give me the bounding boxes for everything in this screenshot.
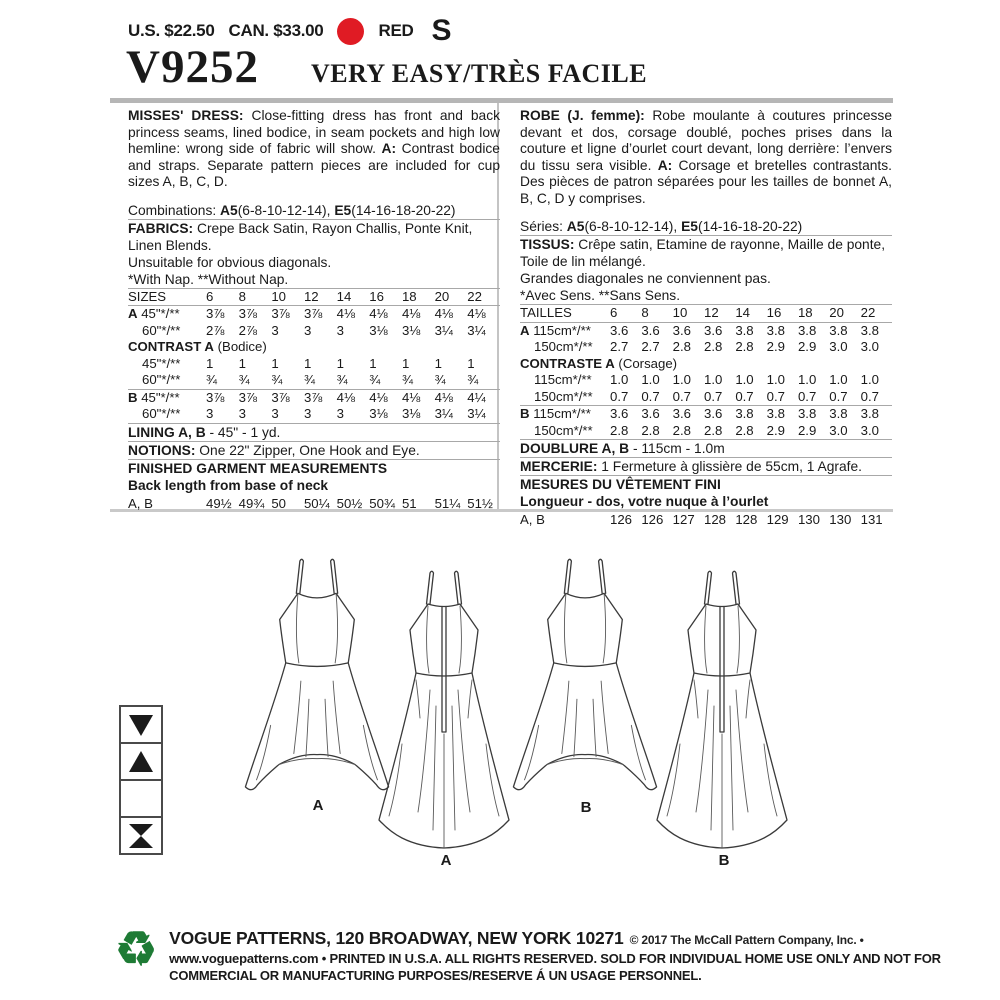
table-value-cell: 1.0: [703, 372, 723, 387]
princess-seam-left: [564, 594, 566, 663]
fabrics-label: FABRICS:: [128, 220, 194, 236]
notions-text: One 22" Zipper, One Hook and Eye.: [199, 442, 420, 458]
table-value-cell: 3.8: [735, 406, 754, 421]
lining-label: LINING A, B: [128, 424, 206, 440]
table-value-cell: 2⅞: [238, 322, 257, 338]
princess-seam-right: [335, 594, 337, 663]
recycle-icon: ♻: [115, 922, 158, 975]
table-value-cell: 0.7: [704, 389, 735, 406]
table-value-cell: 1.0: [797, 372, 817, 387]
combos-label: Combinations:: [128, 202, 217, 218]
table-value-cell: 3.6: [641, 406, 660, 421]
table-value-cell: 3⅛: [369, 406, 402, 423]
back-length-en: [128, 477, 500, 494]
view-a-label-en: A:: [381, 141, 397, 156]
notions-en: [128, 442, 500, 460]
view-label-a-back: A: [440, 852, 452, 869]
back-length-fr: [520, 493, 892, 510]
table-value-cell: 1.0: [766, 372, 785, 387]
table-value-cell: 4⅛: [434, 306, 453, 321]
doublure-text: - 115cm - 1.0m: [629, 441, 725, 456]
table-value-cell: 2.7: [610, 339, 629, 354]
table-value-cell: 0.7: [673, 389, 704, 406]
combo1-bold: A5: [220, 202, 238, 218]
table-value-cell: ¾: [206, 372, 239, 389]
table-value-cell: 3⅛: [402, 406, 435, 423]
pocket-lines: [694, 680, 750, 718]
serie2: (14-16-18-20-22): [697, 219, 803, 234]
description-body-en: Close-fitting dress has front and back princess seams, lined bodice, in seam pockets and high low hemline: wrong side of fabric will show.: [128, 108, 500, 156]
lining-text: - 45" - 1 yd.: [205, 424, 281, 440]
table-value-cell: 3: [239, 406, 272, 423]
unsuitable-en: Unsuitable for obvious diagonals.: [128, 254, 332, 270]
table-value-cell: 2.8: [610, 423, 641, 440]
table-value-cell: 2.9: [798, 423, 829, 440]
table-value-cell: 3⅛: [401, 322, 421, 338]
color-swatch-dot: [337, 18, 364, 45]
table-value-cell: 0.7: [641, 389, 672, 406]
table-value-cell: 3.8: [797, 322, 817, 338]
header-divider: [110, 98, 893, 103]
mercerie-text: 1 Fermeture à glissière de 55cm, 1 Agrafe.: [601, 459, 862, 474]
table-value-cell: 1.0: [672, 372, 691, 387]
table-value-cell: ¾: [369, 372, 402, 389]
drape-lines: [525, 681, 646, 780]
table-value-cell: 0.7: [829, 389, 860, 406]
table-value-cell: 2.8: [672, 339, 691, 354]
fgm-title-en: [128, 460, 500, 477]
princess-seam-left: [705, 606, 707, 673]
color-swatch-label: RED: [378, 21, 414, 40]
lining-fr: [520, 440, 892, 458]
table-value-cell: 3⅞: [206, 389, 225, 405]
fabrics-text: Crepe Back Satin, Rayon Challis, Ponte Knit, Linen Blends.: [128, 220, 473, 253]
table-value-cell: 14: [735, 305, 766, 323]
table-label-cell: 60"*/**: [128, 372, 206, 389]
nap-note-fr: *Avec Sens. **Sans Sens.: [520, 288, 681, 303]
series-label: Séries:: [520, 219, 563, 234]
table-value-cell: 3¼: [467, 322, 486, 338]
table-value-cell: ¾: [304, 372, 337, 389]
table-value-cell: 3⅞: [206, 306, 225, 321]
table-section-cell: CONTRASTE A (Corsage): [520, 355, 678, 371]
footer-line2: www.voguepatterns.com • PRINTED IN U.S.A. ALL RIGHTS RESERVED. SOLD FOR INDIVIDUAL HOME USE ONLY AND NOT FOR: [169, 951, 941, 966]
strap-left: [705, 571, 712, 604]
hourglass-icon: [121, 816, 161, 853]
footer: [115, 924, 941, 983]
table-value-cell: 22: [861, 305, 892, 323]
table-value-cell: 3.6: [703, 322, 723, 338]
table-value-cell: 3.8: [735, 322, 754, 338]
table-value-cell: 1.0: [860, 372, 879, 387]
table-value-cell: 50¾: [369, 495, 395, 511]
yardage-table-fr: [520, 304, 892, 440]
table-value-cell: 3⅞: [271, 389, 290, 405]
combinations-fr: [520, 218, 892, 236]
view-label-a-front: A: [312, 797, 324, 814]
footer-line1: [169, 928, 941, 949]
table-value-cell: 127: [672, 512, 695, 527]
table-value-cell: 22: [467, 288, 500, 306]
table-value-cell: 4⅛: [369, 389, 388, 405]
table-value-cell: 129: [766, 512, 789, 527]
table-value-cell: 3.8: [766, 406, 785, 421]
table-value-cell: ¾: [435, 372, 468, 389]
price-can: CAN. $33.00: [228, 21, 324, 40]
table-value-cell: 1: [238, 355, 246, 371]
drape-lines: [257, 681, 378, 780]
table-value-cell: 3.6: [672, 322, 691, 338]
table-value-cell: 4⅛: [336, 389, 355, 405]
table-value-cell: 4⅛: [434, 389, 453, 405]
table-value-cell: 18: [798, 305, 829, 323]
table-value-cell: 128: [735, 512, 758, 527]
description-title-fr: ROBE (J. femme):: [520, 108, 645, 123]
mercerie-label: MERCERIE:: [520, 459, 598, 474]
table-value-cell: 4⅛: [369, 306, 388, 321]
table-label-cell: SIZES: [128, 288, 206, 306]
table-value-cell: 1: [467, 355, 475, 371]
table-value-cell: 50½: [336, 495, 363, 511]
footer-text: [169, 924, 941, 983]
french-column: [520, 108, 892, 529]
table-value-cell: 3.8: [829, 322, 848, 338]
table-value-cell: 1: [336, 355, 344, 371]
view-b-front-drawing: [504, 552, 666, 804]
table-label-cell: 150cm*/**: [520, 423, 610, 440]
table-value-cell: 10: [673, 305, 704, 323]
bodice-fill: [688, 604, 756, 676]
table-value-cell: 3.0: [860, 339, 879, 354]
table-value-cell: 1.0: [735, 372, 754, 387]
table-value-cell: 1.0: [829, 372, 848, 387]
table-value-cell: 3: [337, 406, 370, 423]
table-value-cell: 3.0: [829, 423, 860, 440]
strap-left: [296, 559, 303, 593]
table-value-cell: 51: [401, 495, 417, 511]
skirt-outline: [513, 663, 656, 790]
table-value-cell: 0.7: [735, 389, 766, 406]
mesures-title-text: MESURES DU VÊTEMENT FINI: [520, 477, 721, 492]
blank-cell: [121, 779, 161, 816]
triangle-down-icon: [121, 707, 161, 742]
footer-line3: COMMERCIAL OR MANUFACTURING PURPOSES/RESERVE Á UN USAGE PERSONNEL.: [169, 968, 702, 983]
description-body-fr: Robe moulante à coutures princesse devant et dos, corsage doublé, poches prises dans la couture et ligne d’ourlet court devant, long derrière: l’envers du tissu sera visible.: [520, 108, 892, 173]
table-value-cell: 16: [767, 305, 798, 323]
table-value-cell: ¾: [337, 372, 370, 389]
table-value-cell: 3: [206, 406, 239, 423]
view-b-back-drawing: [644, 564, 800, 856]
table-value-cell: 3¼: [467, 406, 500, 423]
strap-right: [599, 559, 606, 593]
table-value-cell: 2.9: [797, 339, 817, 354]
bodice-fill: [280, 593, 355, 666]
combinations-en: [128, 202, 500, 220]
description-fr: [520, 108, 892, 207]
table-value-cell: 20: [435, 288, 468, 306]
table-label-cell: TAILLES: [520, 305, 610, 323]
table-value-cell: 3.0: [861, 423, 892, 440]
table-label-cell: 150cm*/**: [520, 389, 610, 406]
table-label-cell: 45"*/**: [142, 355, 181, 371]
table-value-cell: 1: [206, 355, 214, 371]
table-value-cell: 126: [610, 512, 633, 527]
table-value-cell: 2.8: [703, 339, 723, 354]
dress-b-front-svg: [504, 552, 666, 804]
fabrics-fr: [520, 236, 892, 270]
table-value-cell: 3: [271, 322, 279, 338]
table-value-cell: 8: [641, 305, 672, 323]
difficulty-tagline: VERY EASY/TRÈS FACILE: [310, 59, 648, 88]
combo2: (14-16-18-20-22): [351, 202, 456, 218]
tissus-text: Crêpe satin, Etamine de rayonne, Maille de ponte, Toile de lin mélangé.: [520, 237, 886, 269]
table-value-cell: 1: [303, 355, 312, 371]
view-a-back-drawing: [366, 564, 522, 856]
table-value-cell: 50¼: [303, 495, 330, 511]
table-value-cell: 1: [271, 355, 279, 371]
table-value-cell: 2.7: [641, 339, 660, 354]
table-value-cell: 3⅞: [238, 306, 257, 321]
table-label-cell: 60"*/**: [128, 406, 206, 423]
table-value-cell: 3.6: [610, 322, 629, 338]
fgm-title-fr: [520, 476, 892, 493]
brand-line: [126, 42, 647, 94]
table-value-cell: 3⅛: [369, 322, 388, 338]
table-value-cell: 131: [860, 512, 883, 527]
table-value-cell: 16: [369, 288, 402, 306]
table-label-cell: 60"*/**: [142, 322, 181, 338]
table-label-cell: A, B: [520, 512, 545, 527]
princess-seam-right: [603, 594, 605, 663]
table-value-cell: 12: [304, 288, 337, 306]
view-label-b-back: B: [718, 852, 730, 869]
table-value-cell: 3⅞: [238, 389, 257, 405]
table-value-cell: 2.9: [767, 423, 798, 440]
table-value-cell: 0.7: [610, 389, 641, 406]
view-a-label-fr: A:: [657, 157, 673, 173]
table-value-cell: 2.8: [735, 339, 754, 354]
combo2-bold: E5: [334, 202, 352, 218]
english-column: [128, 108, 500, 529]
bodice-fill: [410, 604, 478, 676]
zipper: [442, 607, 446, 732]
lining-en: [128, 424, 500, 442]
pattern-number: V9252: [126, 41, 259, 93]
table-value-cell: 4¼: [467, 389, 486, 405]
table-value-cell: 3.6: [703, 406, 723, 421]
table-value-cell: 2.9: [766, 339, 785, 354]
table-value-cell: 2.8: [673, 423, 704, 440]
table-section-cell: CONTRAST A (Bodice): [128, 339, 267, 354]
serie1-bold: A5: [566, 219, 585, 234]
table-value-cell: 10: [271, 288, 304, 306]
table-value-cell: ¾: [239, 372, 272, 389]
table-value-cell: 3.8: [860, 322, 879, 338]
table-value-cell: 4⅛: [336, 306, 355, 321]
table-label-cell: 150cm*/**: [534, 339, 593, 354]
table-value-cell: 130: [829, 512, 852, 527]
size-letter: S: [431, 14, 452, 47]
notions-label: NOTIONS:: [128, 442, 196, 458]
dress-a-back-svg: [366, 564, 522, 856]
princess-seam-right: [459, 606, 461, 673]
table-value-cell: 2.8: [735, 423, 766, 440]
table-value-cell: 3.8: [829, 406, 848, 421]
table-value-cell: 3.6: [672, 406, 691, 421]
table-value-cell: ¾: [467, 372, 500, 389]
view-label-b-front: B: [580, 799, 592, 816]
table-label-cell: 115cm*/**: [534, 372, 592, 387]
triangle-up-icon: [121, 742, 161, 779]
bodice-fill: [548, 593, 623, 666]
table-value-cell: 3⅞: [303, 389, 323, 405]
back-length-text: Back length from base of neck: [128, 477, 329, 493]
table-value-cell: 3⅞: [271, 306, 290, 321]
table-value-cell: 0.7: [767, 389, 798, 406]
strap-right: [733, 571, 740, 604]
table-label-cell: A, B: [128, 495, 153, 511]
view-a-desc-fr: Corsage et bretelles contrastants. Des pièces de patron séparées pour les tailles de bonnet A, B, C, D y comprises.: [520, 157, 893, 206]
table-value-cell: 3: [336, 322, 344, 338]
table-value-cell: 3.8: [860, 406, 879, 421]
serie1: (6-8-10-12-14),: [584, 219, 678, 234]
notions-fr: [520, 458, 892, 476]
table-value-cell: 18: [402, 288, 435, 306]
table-value-cell: 1: [434, 355, 442, 371]
table-value-cell: 3.0: [829, 339, 848, 354]
strap-right: [331, 559, 338, 593]
table-value-cell: 130: [797, 512, 820, 527]
table-label-cell: A 115cm*/**: [520, 322, 591, 338]
table-label-cell: B 115cm*/**: [520, 406, 591, 421]
fabrics-en: [128, 220, 500, 254]
table-value-cell: 3: [304, 406, 337, 423]
table-value-cell: 2.8: [704, 423, 735, 440]
table-value-cell: ¾: [271, 372, 304, 389]
description-en: [128, 108, 500, 191]
table-value-cell: 51¼: [434, 495, 461, 511]
table-value-cell: 51½: [467, 495, 493, 511]
table-value-cell: 49¾: [238, 495, 265, 511]
table-value-cell: 4⅛: [467, 306, 486, 321]
yardage-table-en: [128, 288, 500, 424]
table-value-cell: 14: [337, 288, 370, 306]
measurements-table-en: [128, 496, 500, 513]
table-value-cell: 0.7: [798, 389, 829, 406]
table-value-cell: 6: [610, 305, 641, 323]
figure-symbol-strip: [119, 705, 163, 855]
pocket-lines: [416, 680, 472, 718]
table-value-cell: 2⅞: [206, 322, 225, 338]
description-columns: [128, 108, 893, 529]
table-value-cell: 1: [369, 355, 377, 371]
table-value-cell: ¾: [402, 372, 435, 389]
table-value-cell: 128: [703, 512, 726, 527]
table-value-cell: 3.6: [610, 406, 629, 421]
table-value-cell: 1.0: [641, 372, 660, 387]
strap-left: [427, 571, 434, 604]
doublure-label: DOUBLURE A, B: [520, 441, 630, 456]
copyright-text: © 2017 The McCall Pattern Company, Inc. •: [629, 933, 864, 947]
table-value-cell: 6: [206, 288, 239, 306]
table-value-cell: 3: [271, 406, 304, 423]
table-value-cell: 3.8: [797, 406, 817, 421]
table-label-cell: A 45"*/**: [128, 306, 180, 321]
table-value-cell: 12: [704, 305, 735, 323]
table-value-cell: 0.7: [861, 389, 892, 406]
longueur-text: Longueur - dos, votre nuque à l’ourlet: [520, 494, 769, 509]
zipper: [720, 607, 724, 732]
combo1: (6-8-10-12-14),: [237, 202, 331, 218]
table-value-cell: 1: [401, 355, 410, 371]
strap-right: [455, 571, 462, 604]
tissus-label: TISSUS:: [520, 237, 575, 252]
table-value-cell: 4⅛: [401, 306, 421, 321]
measurements-table-fr: [520, 512, 892, 529]
table-value-cell: 8: [239, 288, 272, 306]
table-value-cell: 49½: [206, 495, 232, 511]
unsuitable-fr: Grandes diagonales ne conviennent pas.: [520, 271, 771, 286]
table-value-cell: 3.6: [641, 322, 660, 338]
price-us: U.S. $22.50: [128, 21, 215, 40]
princess-seam-left: [427, 606, 429, 673]
table-value-cell: 1.0: [610, 372, 629, 387]
table-value-cell: 3⅞: [303, 306, 323, 321]
description-title-en: MISSES' DRESS:: [128, 108, 244, 123]
view-a-desc-en: Contrast bodice and straps. Separate pattern pieces are included for cup sizes A, B, C, D.: [128, 141, 500, 189]
serie2-bold: E5: [681, 219, 698, 234]
table-value-cell: 126: [641, 512, 664, 527]
table-value-cell: 3¼: [434, 322, 453, 338]
dress-b-back-svg: [644, 564, 800, 856]
fgm-title-text: FINISHED GARMENT MEASUREMENTS: [128, 460, 388, 476]
table-value-cell: 50: [271, 495, 286, 511]
strap-left: [564, 559, 571, 593]
table-value-cell: 3.8: [766, 322, 785, 338]
publisher-address: VOGUE PATTERNS, 120 BROADWAY, NEW YORK 10271: [169, 928, 624, 948]
nap-note-en: *With Nap. **Without Nap.: [128, 271, 289, 287]
table-value-cell: 3¼: [435, 406, 468, 423]
table-value-cell: 3: [303, 322, 312, 338]
table-value-cell: 2.8: [641, 423, 672, 440]
table-label-cell: B 45"*/**: [128, 389, 180, 405]
table-value-cell: 20: [829, 305, 860, 323]
table-value-cell: 4⅛: [401, 389, 421, 405]
princess-seam-left: [296, 594, 298, 663]
princess-seam-right: [737, 606, 739, 673]
